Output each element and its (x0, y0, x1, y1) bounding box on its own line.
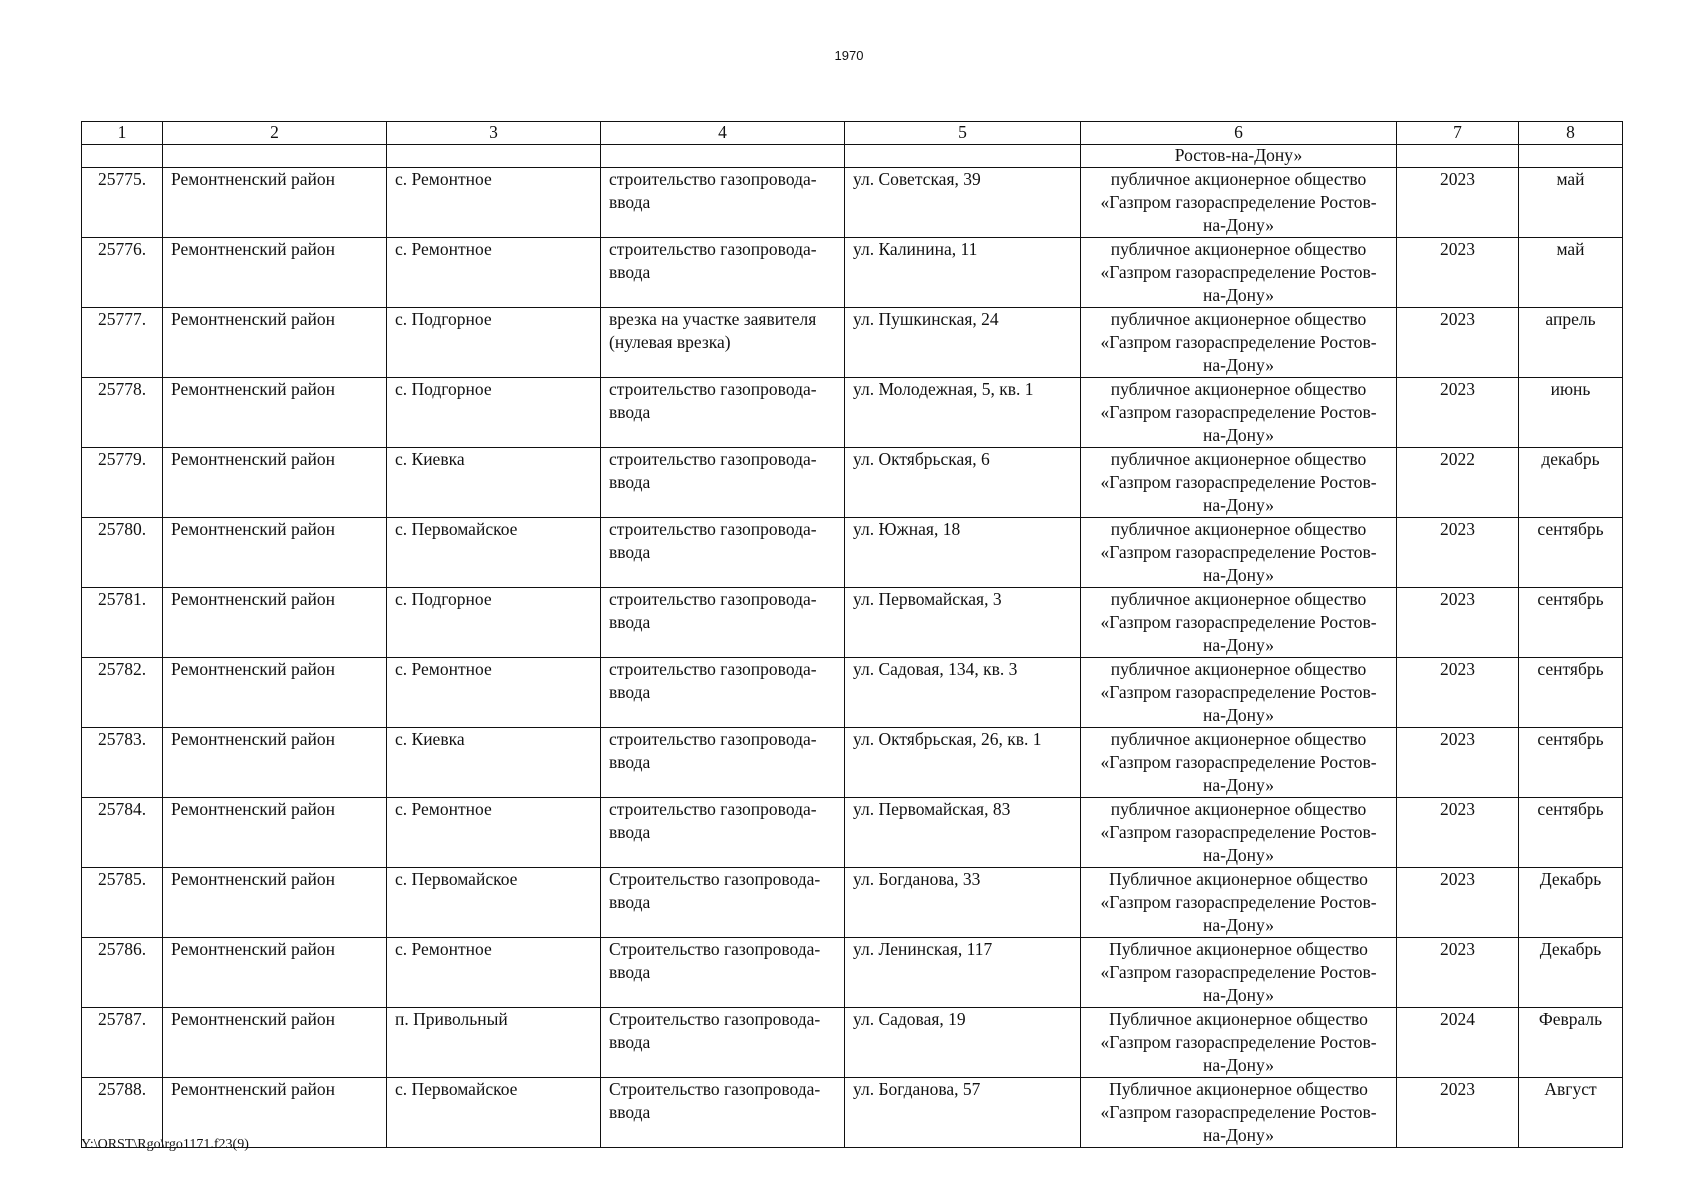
year-cell: 2023 (1397, 588, 1519, 658)
district-cell: Ремонтненский район (163, 448, 387, 518)
organization-cell: публичное акционерное общество «Газпром газораспределение Ростов-на-Дону» (1081, 308, 1397, 378)
continuation-cell (1519, 145, 1623, 168)
month-cell: сентябрь (1519, 518, 1623, 588)
address-cell: ул. Молодежная, 5, кв. 1 (845, 378, 1081, 448)
address-cell: ул. Садовая, 19 (845, 1008, 1081, 1078)
table-row (82, 1078, 1623, 1148)
table-row (82, 868, 1623, 938)
column-number-row (82, 122, 1623, 145)
table-row (82, 448, 1623, 518)
month-cell: Февраль (1519, 1008, 1623, 1078)
district-cell: Ремонтненский район (163, 1078, 387, 1148)
address-cell: ул. Богданова, 57 (845, 1078, 1081, 1148)
file-path-footer: Y:\ORST\Rgo\rgo1171.f23(9) (81, 1137, 249, 1152)
page-number: 1970 (834, 48, 864, 63)
month-cell: сентябрь (1519, 588, 1623, 658)
row-number: 25786. (82, 938, 163, 1008)
month-cell: сентябрь (1519, 728, 1623, 798)
month-cell: сентябрь (1519, 798, 1623, 868)
continuation-cell (82, 145, 163, 168)
address-cell: ул. Калинина, 11 (845, 238, 1081, 308)
organization-cell: Публичное акционерное общество «Газпром газораспределение Ростов-на-Дону» (1081, 1078, 1397, 1148)
organization-cell: публичное акционерное общество «Газпром газораспределение Ростов-на-Дону» (1081, 378, 1397, 448)
address-cell: ул. Ленинская, 117 (845, 938, 1081, 1008)
settlement-cell: с. Ремонтное (387, 798, 601, 868)
address-cell: ул. Первомайская, 83 (845, 798, 1081, 868)
month-cell: Декабрь (1519, 868, 1623, 938)
work-type-cell: строительство газопровода-ввода (601, 588, 845, 658)
organization-cell: публичное акционерное общество «Газпром газораспределение Ростов-на-Дону» (1081, 658, 1397, 728)
month-cell: сентябрь (1519, 658, 1623, 728)
work-type-cell: строительство газопровода-ввода (601, 798, 845, 868)
year-cell: 2023 (1397, 168, 1519, 238)
settlement-cell: с. Подгорное (387, 588, 601, 658)
organization-cell: Публичное акционерное общество «Газпром газораспределение Ростов-на-Дону» (1081, 938, 1397, 1008)
row-number: 25779. (82, 448, 163, 518)
year-cell: 2023 (1397, 378, 1519, 448)
row-number: 25784. (82, 798, 163, 868)
row-number: 25778. (82, 378, 163, 448)
continuation-cell (1397, 145, 1519, 168)
work-type-cell: строительство газопровода-ввода (601, 238, 845, 308)
work-type-cell: строительство газопровода-ввода (601, 378, 845, 448)
table-row (82, 938, 1623, 1008)
year-cell: 2024 (1397, 1008, 1519, 1078)
organization-cell: публичное акционерное общество «Газпром газораспределение Ростов-на-Дону» (1081, 588, 1397, 658)
district-cell: Ремонтненский район (163, 868, 387, 938)
continuation-cell (601, 145, 845, 168)
continuation-cell (387, 145, 601, 168)
organization-cell: публичное акционерное общество «Газпром газораспределение Ростов-на-Дону» (1081, 728, 1397, 798)
organization-cell: публичное акционерное общество «Газпром газораспределение Ростов-на-Дону» (1081, 518, 1397, 588)
address-cell: ул. Южная, 18 (845, 518, 1081, 588)
month-cell: май (1519, 238, 1623, 308)
address-cell: ул. Октябрьская, 26, кв. 1 (845, 728, 1081, 798)
table-row (82, 1008, 1623, 1078)
year-cell: 2023 (1397, 1078, 1519, 1148)
district-cell: Ремонтненский район (163, 308, 387, 378)
column-header: 6 (1081, 122, 1397, 145)
table-row (82, 238, 1623, 308)
settlement-cell: с. Первомайское (387, 518, 601, 588)
settlement-cell: с. Киевка (387, 448, 601, 518)
work-type-cell: Строительство газопровода-ввода (601, 938, 845, 1008)
organization-cell: публичное акционерное общество «Газпром газораспределение Ростов-на-Дону» (1081, 168, 1397, 238)
address-cell: ул. Первомайская, 3 (845, 588, 1081, 658)
settlement-cell: п. Привольный (387, 1008, 601, 1078)
month-cell: апрель (1519, 308, 1623, 378)
year-cell: 2023 (1397, 728, 1519, 798)
settlement-cell: с. Ремонтное (387, 238, 601, 308)
year-cell: 2023 (1397, 868, 1519, 938)
work-type-cell: Строительство газопровода-ввода (601, 1078, 845, 1148)
settlement-cell: с. Подгорное (387, 308, 601, 378)
settlement-cell: с. Ремонтное (387, 938, 601, 1008)
work-type-cell: врезка на участке заявителя (нулевая врезка) (601, 308, 845, 378)
year-cell: 2023 (1397, 518, 1519, 588)
settlement-cell: с. Ремонтное (387, 658, 601, 728)
work-type-cell: строительство газопровода-ввода (601, 168, 845, 238)
district-cell: Ремонтненский район (163, 1008, 387, 1078)
organization-cell: Публичное акционерное общество «Газпром газораспределение Ростов-на-Дону» (1081, 1008, 1397, 1078)
work-type-cell: строительство газопровода-ввода (601, 658, 845, 728)
work-type-cell: строительство газопровода-ввода (601, 518, 845, 588)
column-header: 4 (601, 122, 845, 145)
table-row (82, 378, 1623, 448)
year-cell: 2023 (1397, 938, 1519, 1008)
district-cell: Ремонтненский район (163, 938, 387, 1008)
organization-cell: публичное акционерное общество «Газпром газораспределение Ростов-на-Дону» (1081, 448, 1397, 518)
district-cell: Ремонтненский район (163, 378, 387, 448)
register-table (81, 121, 1623, 1148)
row-number: 25785. (82, 868, 163, 938)
address-cell: ул. Садовая, 134, кв. 3 (845, 658, 1081, 728)
column-header: 1 (82, 122, 163, 145)
district-cell: Ремонтненский район (163, 238, 387, 308)
year-cell: 2023 (1397, 308, 1519, 378)
address-cell: ул. Октябрьская, 6 (845, 448, 1081, 518)
district-cell: Ремонтненский район (163, 588, 387, 658)
row-number: 25775. (82, 168, 163, 238)
row-number: 25781. (82, 588, 163, 658)
district-cell: Ремонтненский район (163, 798, 387, 868)
month-cell: декабрь (1519, 448, 1623, 518)
column-header: 2 (163, 122, 387, 145)
district-cell: Ремонтненский район (163, 728, 387, 798)
row-number: 25787. (82, 1008, 163, 1078)
year-cell: 2022 (1397, 448, 1519, 518)
table-row (82, 518, 1623, 588)
address-cell: ул. Советская, 39 (845, 168, 1081, 238)
table-row (82, 658, 1623, 728)
row-number: 25783. (82, 728, 163, 798)
column-header: 7 (1397, 122, 1519, 145)
month-cell: май (1519, 168, 1623, 238)
month-cell: Декабрь (1519, 938, 1623, 1008)
work-type-cell: Строительство газопровода-ввода (601, 868, 845, 938)
settlement-cell: с. Первомайское (387, 868, 601, 938)
column-header: 8 (1519, 122, 1623, 145)
row-number: 25782. (82, 658, 163, 728)
work-type-cell: Строительство газопровода-ввода (601, 1008, 845, 1078)
column-header: 3 (387, 122, 601, 145)
continuation-cell (163, 145, 387, 168)
work-type-cell: строительство газопровода-ввода (601, 728, 845, 798)
organization-cell: Публичное акционерное общество «Газпром газораспределение Ростов-на-Дону» (1081, 868, 1397, 938)
month-cell: Август (1519, 1078, 1623, 1148)
organization-cell: публичное акционерное общество «Газпром газораспределение Ростов-на-Дону» (1081, 238, 1397, 308)
continuation-row (82, 145, 1623, 168)
year-cell: 2023 (1397, 798, 1519, 868)
settlement-cell: с. Киевка (387, 728, 601, 798)
address-cell: ул. Богданова, 33 (845, 868, 1081, 938)
continuation-cell: Ростов-на-Дону» (1081, 145, 1397, 168)
row-number: 25776. (82, 238, 163, 308)
table-row (82, 728, 1623, 798)
settlement-cell: с. Ремонтное (387, 168, 601, 238)
month-cell: июнь (1519, 378, 1623, 448)
district-cell: Ремонтненский район (163, 168, 387, 238)
row-number: 25780. (82, 518, 163, 588)
table-row (82, 588, 1623, 658)
continuation-cell (845, 145, 1081, 168)
row-number: 25788. (82, 1078, 163, 1148)
table-row (82, 168, 1623, 238)
table-row (82, 308, 1623, 378)
address-cell: ул. Пушкинская, 24 (845, 308, 1081, 378)
column-header: 5 (845, 122, 1081, 145)
organization-cell: публичное акционерное общество «Газпром газораспределение Ростов-на-Дону» (1081, 798, 1397, 868)
table-row (82, 798, 1623, 868)
row-number: 25777. (82, 308, 163, 378)
district-cell: Ремонтненский район (163, 658, 387, 728)
settlement-cell: с. Первомайское (387, 1078, 601, 1148)
year-cell: 2023 (1397, 238, 1519, 308)
table-body (82, 145, 1623, 1148)
work-type-cell: строительство газопровода-ввода (601, 448, 845, 518)
year-cell: 2023 (1397, 658, 1519, 728)
district-cell: Ремонтненский район (163, 518, 387, 588)
settlement-cell: с. Подгорное (387, 378, 601, 448)
